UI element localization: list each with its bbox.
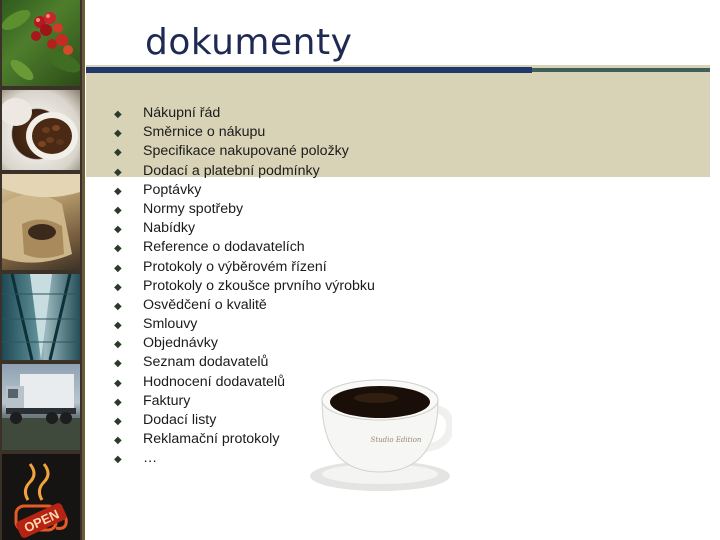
list-item-label: Faktury xyxy=(143,392,191,409)
bullet-icon: ◆ xyxy=(114,243,122,255)
bullet-icon: ◆ xyxy=(114,339,122,351)
bullet-icon: ◆ xyxy=(114,454,122,466)
bullet-icon: ◆ xyxy=(114,435,122,447)
title-underline xyxy=(86,67,532,73)
list-item-label: Reklamační protokoly xyxy=(143,431,280,448)
list-item xyxy=(113,334,375,353)
bullet-icon: ◆ xyxy=(114,204,122,216)
bullet-icon: ◆ xyxy=(114,377,122,389)
bullet-icon: ◆ xyxy=(114,109,122,120)
page-title: dokumenty xyxy=(145,22,353,63)
open-sign-image xyxy=(2,454,80,540)
list-item xyxy=(113,277,375,296)
coffee-cup-image xyxy=(306,372,452,494)
list-item-label: Osvědčení o kvalitě xyxy=(143,296,267,313)
list-item-label: Dodací a platební podmínky xyxy=(143,162,320,179)
coffee-cherries-icon xyxy=(2,0,80,86)
list-item-label: … xyxy=(143,450,158,467)
bullet-icon: ◆ xyxy=(114,262,122,274)
warehouse-image xyxy=(2,274,80,360)
title-underline-tail xyxy=(532,68,710,72)
truck-image xyxy=(2,364,80,450)
list-item xyxy=(113,200,375,219)
bullet-icon: ◆ xyxy=(114,185,122,197)
list-item xyxy=(113,353,375,372)
bullet-icon: ◆ xyxy=(114,396,122,408)
list-item xyxy=(113,238,375,257)
list-item xyxy=(113,181,375,200)
list-item-label: Protokoly o zkoušce prvního výrobku xyxy=(143,277,375,294)
list-item-label: Reference o dodavatelích xyxy=(143,239,305,256)
bullet-icon: ◆ xyxy=(114,128,122,140)
bullet-icon: ◆ xyxy=(114,147,122,159)
bullet-icon: ◆ xyxy=(114,320,122,332)
list-item xyxy=(113,123,375,142)
list-item-label: Seznam dodavatelů xyxy=(143,354,269,371)
list-item xyxy=(113,296,375,315)
list-item xyxy=(113,258,375,277)
list-item xyxy=(113,142,375,161)
bullet-icon: ◆ xyxy=(114,224,122,236)
open-sign-icon xyxy=(2,454,80,540)
coffee-sacks-image xyxy=(2,174,80,270)
coffee-cherries-image xyxy=(2,0,80,86)
list-item xyxy=(113,315,375,334)
bullet-icon: ◆ xyxy=(114,166,122,178)
list-item-label: Hodnocení dodavatelů xyxy=(143,373,285,390)
list-item xyxy=(113,219,375,238)
bullet-icon: ◆ xyxy=(114,358,122,370)
photo-strip xyxy=(0,0,85,540)
coffee-beans-cup-image xyxy=(2,90,80,170)
bullet-icon: ◆ xyxy=(114,416,122,427)
list-item-label: Dodací listy xyxy=(143,412,217,428)
list-item-label: Nabídky xyxy=(143,220,196,237)
list-item xyxy=(113,104,375,123)
open-sign-text: OPEN xyxy=(21,506,62,536)
coffee-cup-icon xyxy=(306,372,452,494)
truck-icon xyxy=(2,364,80,450)
list-item-label: Objednávky xyxy=(143,335,218,352)
list-item-label: Nákupní řád xyxy=(143,105,221,121)
list-item-label: Smlouvy xyxy=(143,316,198,333)
list-item-label: Směrnice o nákupu xyxy=(143,124,266,141)
bullet-icon: ◆ xyxy=(114,300,122,312)
list-item-label: Poptávky xyxy=(143,181,202,198)
cup-label: Studio Edition xyxy=(370,436,422,444)
list-item-label: Normy spotřeby xyxy=(143,200,244,217)
list-item-label: Protokoly o výběrovém řízení xyxy=(143,258,327,275)
list-item-label: Specifikace nakupované položky xyxy=(143,143,349,160)
bullet-icon: ◆ xyxy=(114,281,122,293)
list-item xyxy=(113,162,375,181)
